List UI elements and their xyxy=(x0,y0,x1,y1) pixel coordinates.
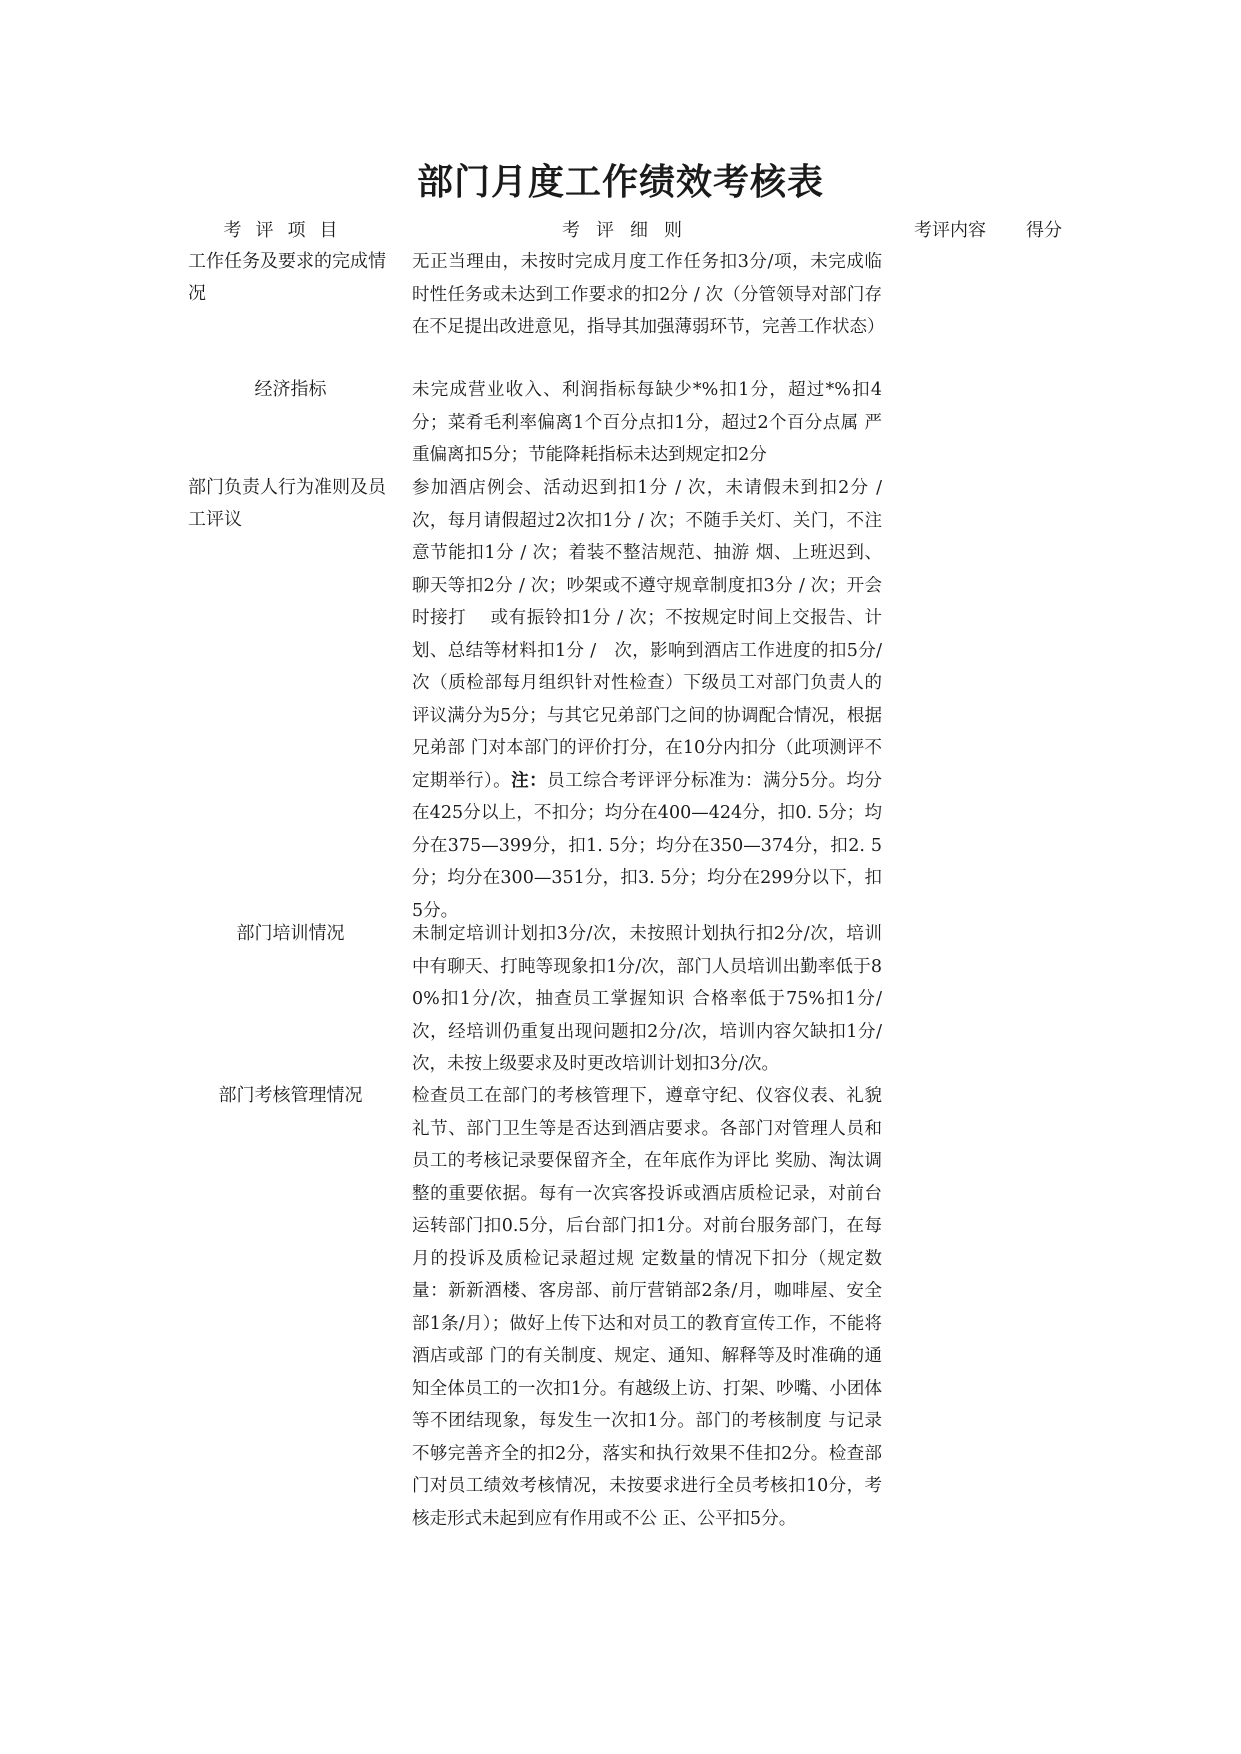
rules-economic-indicators: 未完成营业收入、利润指标每缺少*%扣1分，超过*%扣4 分；菜肴毛利率偏离1个百分点扣1分，超过2个百分点属 严重偏离扣5分；节能降耗指标未达到规定扣2分 xyxy=(412,380,882,465)
rules-conduct-evaluation xyxy=(412,472,882,927)
rules-assessment-management: 检查员工在部门的考核管理下，遵章守纪、仪容仪表、礼貌礼节、部门卫生等是否达到酒店要求。各部门对管理人员和员工的考核记录要保留齐全，在年底作为评比 奖励、淘汰调整的重要依据。每有一次宾客投诉或酒店质检记录，对前台运转部门扣0.5分，后台部门扣1分。对前台服务部门，在每月的投诉及质检记录超过规 定数量的情况下扣分（规定数量：新新酒楼、客房部、前厅营销部2条/月，咖啡屋、安全部1条/月）；做好上传下达和对员工的教育宣传工作，不能将酒店或部 门的有关制度、规定、通知、解释等及时准确的通知全体员工的一次扣1分。有越级上访、打架、吵嘴、小团体等不团结现象，每发生一次扣1分。部门的考核制度 与记录不够完善齐全的扣2分，落实和执行效果不佳扣2分。检查部门对员工绩效考核情况，未按要求进行全员考核扣10分，考核走形式未起到应有作用或不公 正、公平扣5分。 xyxy=(412,1086,882,1529)
rules-training: 未制定培训计划扣3分/次，未按照计划执行扣2分/次，培训中有聊天、打盹等现象扣1分/次，部门人员培训出勤率低于80%扣1分/次，抽查员工掌握知识 合格率低于75%扣1分/次，经培训仍重复出现问题扣2分/次，培训内容欠缺扣1分/次，未按上级要求及时更改培训计划扣3分/次。 xyxy=(412,924,882,1074)
rules-conduct-text: 参加酒店例会、活动迟到扣1分 / 次，未请假未到扣2分 / 次，每月请假超过2次扣1分 / 次；不随手关灯、关门，不注意节能扣1分 / 次；着装不整洁规范、抽游 烟、上班迟到、聊天等扣2分 / 次；吵架或不遵守规章制度扣3分 / 次；开会时接打 或有振铃扣1分 / 次；不按规定时间上交报告、计划、总结等材料扣1分 / 次，影响到酒店工作进度的扣5分/次（质检部每月组织针对性检查）下级员工对部门负责人的评议满分为5分；与其它兄弟部门之间的协调配合情况，根据兄弟部 门对本部门的评价打分，在10分内扣分（此项测评不定期举行）。 xyxy=(412,478,882,791)
note-label: 注： xyxy=(511,770,548,791)
note-text: 员工综合考评评分标准为：满分5分。均分在425分以上，不扣分；均分在400—424分，扣0. 5分；均分在375—399分，扣1. 5分；均分在350—374分，扣2. 5分；均分在300—351分，扣3. 5分；均分在299分以下，扣5分。 xyxy=(412,770,883,921)
header-rules: 考评细则 xyxy=(562,220,698,241)
header-score: 得分 xyxy=(1026,220,1062,241)
item-training: 部门培训情况 xyxy=(236,923,345,944)
item-assessment-management: 部门考核管理情况 xyxy=(218,1085,363,1106)
header-item: 考评项目 xyxy=(223,220,352,241)
header-content: 考评内容 xyxy=(914,220,986,241)
page-title: 部门月度工作绩效考核表 xyxy=(416,161,824,203)
item-economic-indicators: 经济指标 xyxy=(254,379,327,400)
item-conduct-evaluation: 部门负责人行为准则及员工评议 xyxy=(188,477,386,530)
item-task-completion: 工作任务及要求的完成情况 xyxy=(188,251,386,304)
rules-task-completion: 无正当理由，未按时完成月度工作任务扣3分/项，未完成临时性任务或未达到工作要求的扣2分 / 次（分管领导对部门存在不足提出改进意见，指导其加强薄弱环节，完善工作状态） xyxy=(412,252,885,337)
